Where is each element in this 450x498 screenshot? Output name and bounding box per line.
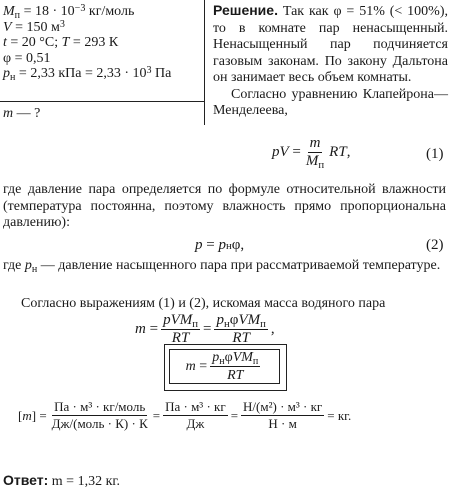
given-volume: V = 150 $м^3$ — [3, 18, 65, 35]
solution-label: Решение. — [213, 2, 278, 18]
solution-paragraph-2: Согласно уравнению Клапейрона—Менделеева, — [213, 86, 448, 118]
solution-paragraph-1: Так как φ = 51% (< 100%), то в комнате пар ненасыщенный. Ненасыщенный пар подчиняется газовым законам. По закону Дальтона он занимает весь объем комнаты. — [213, 4, 449, 85]
answer-label: Ответ: — [3, 472, 49, 488]
given-find: m — ? — [3, 106, 41, 121]
equation-1-number: (1) — [426, 146, 444, 162]
equation-1: pV = $\frac{m}{M_п}$ RT , — [272, 135, 351, 172]
solution-intro — [213, 2, 448, 120]
equation-2-number: (2) — [426, 237, 444, 253]
given-divider — [0, 101, 205, 102]
units-result: = кг. — [327, 407, 352, 423]
given-pressure: $p_н = 2,33$ кПа = $2,33 \cdot 10^3$ Па — [3, 64, 172, 83]
result-formula: m = $\frac{p_н\varphi VM_п}{RT}$ — [169, 349, 280, 384]
given-temperature: t = 20 °C; T = 293 К — [3, 35, 119, 50]
solution-paragraph-3: где давление пара определяется по формуле относительной влажности (температура постоянна, поэтому влажность прямо пропорциональна давлению): — [3, 182, 446, 230]
equation-2: p = p н φ, — [195, 237, 245, 253]
answer — [3, 472, 120, 490]
solution-paragraph-4: где $p_н$ — давление насыщенного пара при рассматриваемой температуре. — [3, 258, 441, 275]
answer-value: m = 1,32 кг. — [51, 474, 121, 489]
given-humidity: φ = 0,51 — [3, 50, 51, 66]
given-molar-mass: $M_п = 18 \cdot 10^{-3}$ кг/моль — [3, 2, 135, 21]
result-box — [164, 344, 287, 391]
mass-formula: m = $\frac{pVM_п}{RT}$ = $\frac{p_н\varphi VM_п}{RT}$ , — [135, 312, 275, 346]
solution-paragraph-5: Согласно выражениям (1) и (2), искомая масса водяного пара — [21, 296, 386, 311]
units-check: [ m ] = $\frac{\text{Па · м³ · кг/моль}}{\text{Дж/(моль · К) · К}}$ = $\frac{\text{Па · м³ · кг}}{Дж}$ = $\frac{\text{Н/(м²) · м³ · кг}}{Н \cdot м}$ = кг. — [18, 399, 352, 431]
